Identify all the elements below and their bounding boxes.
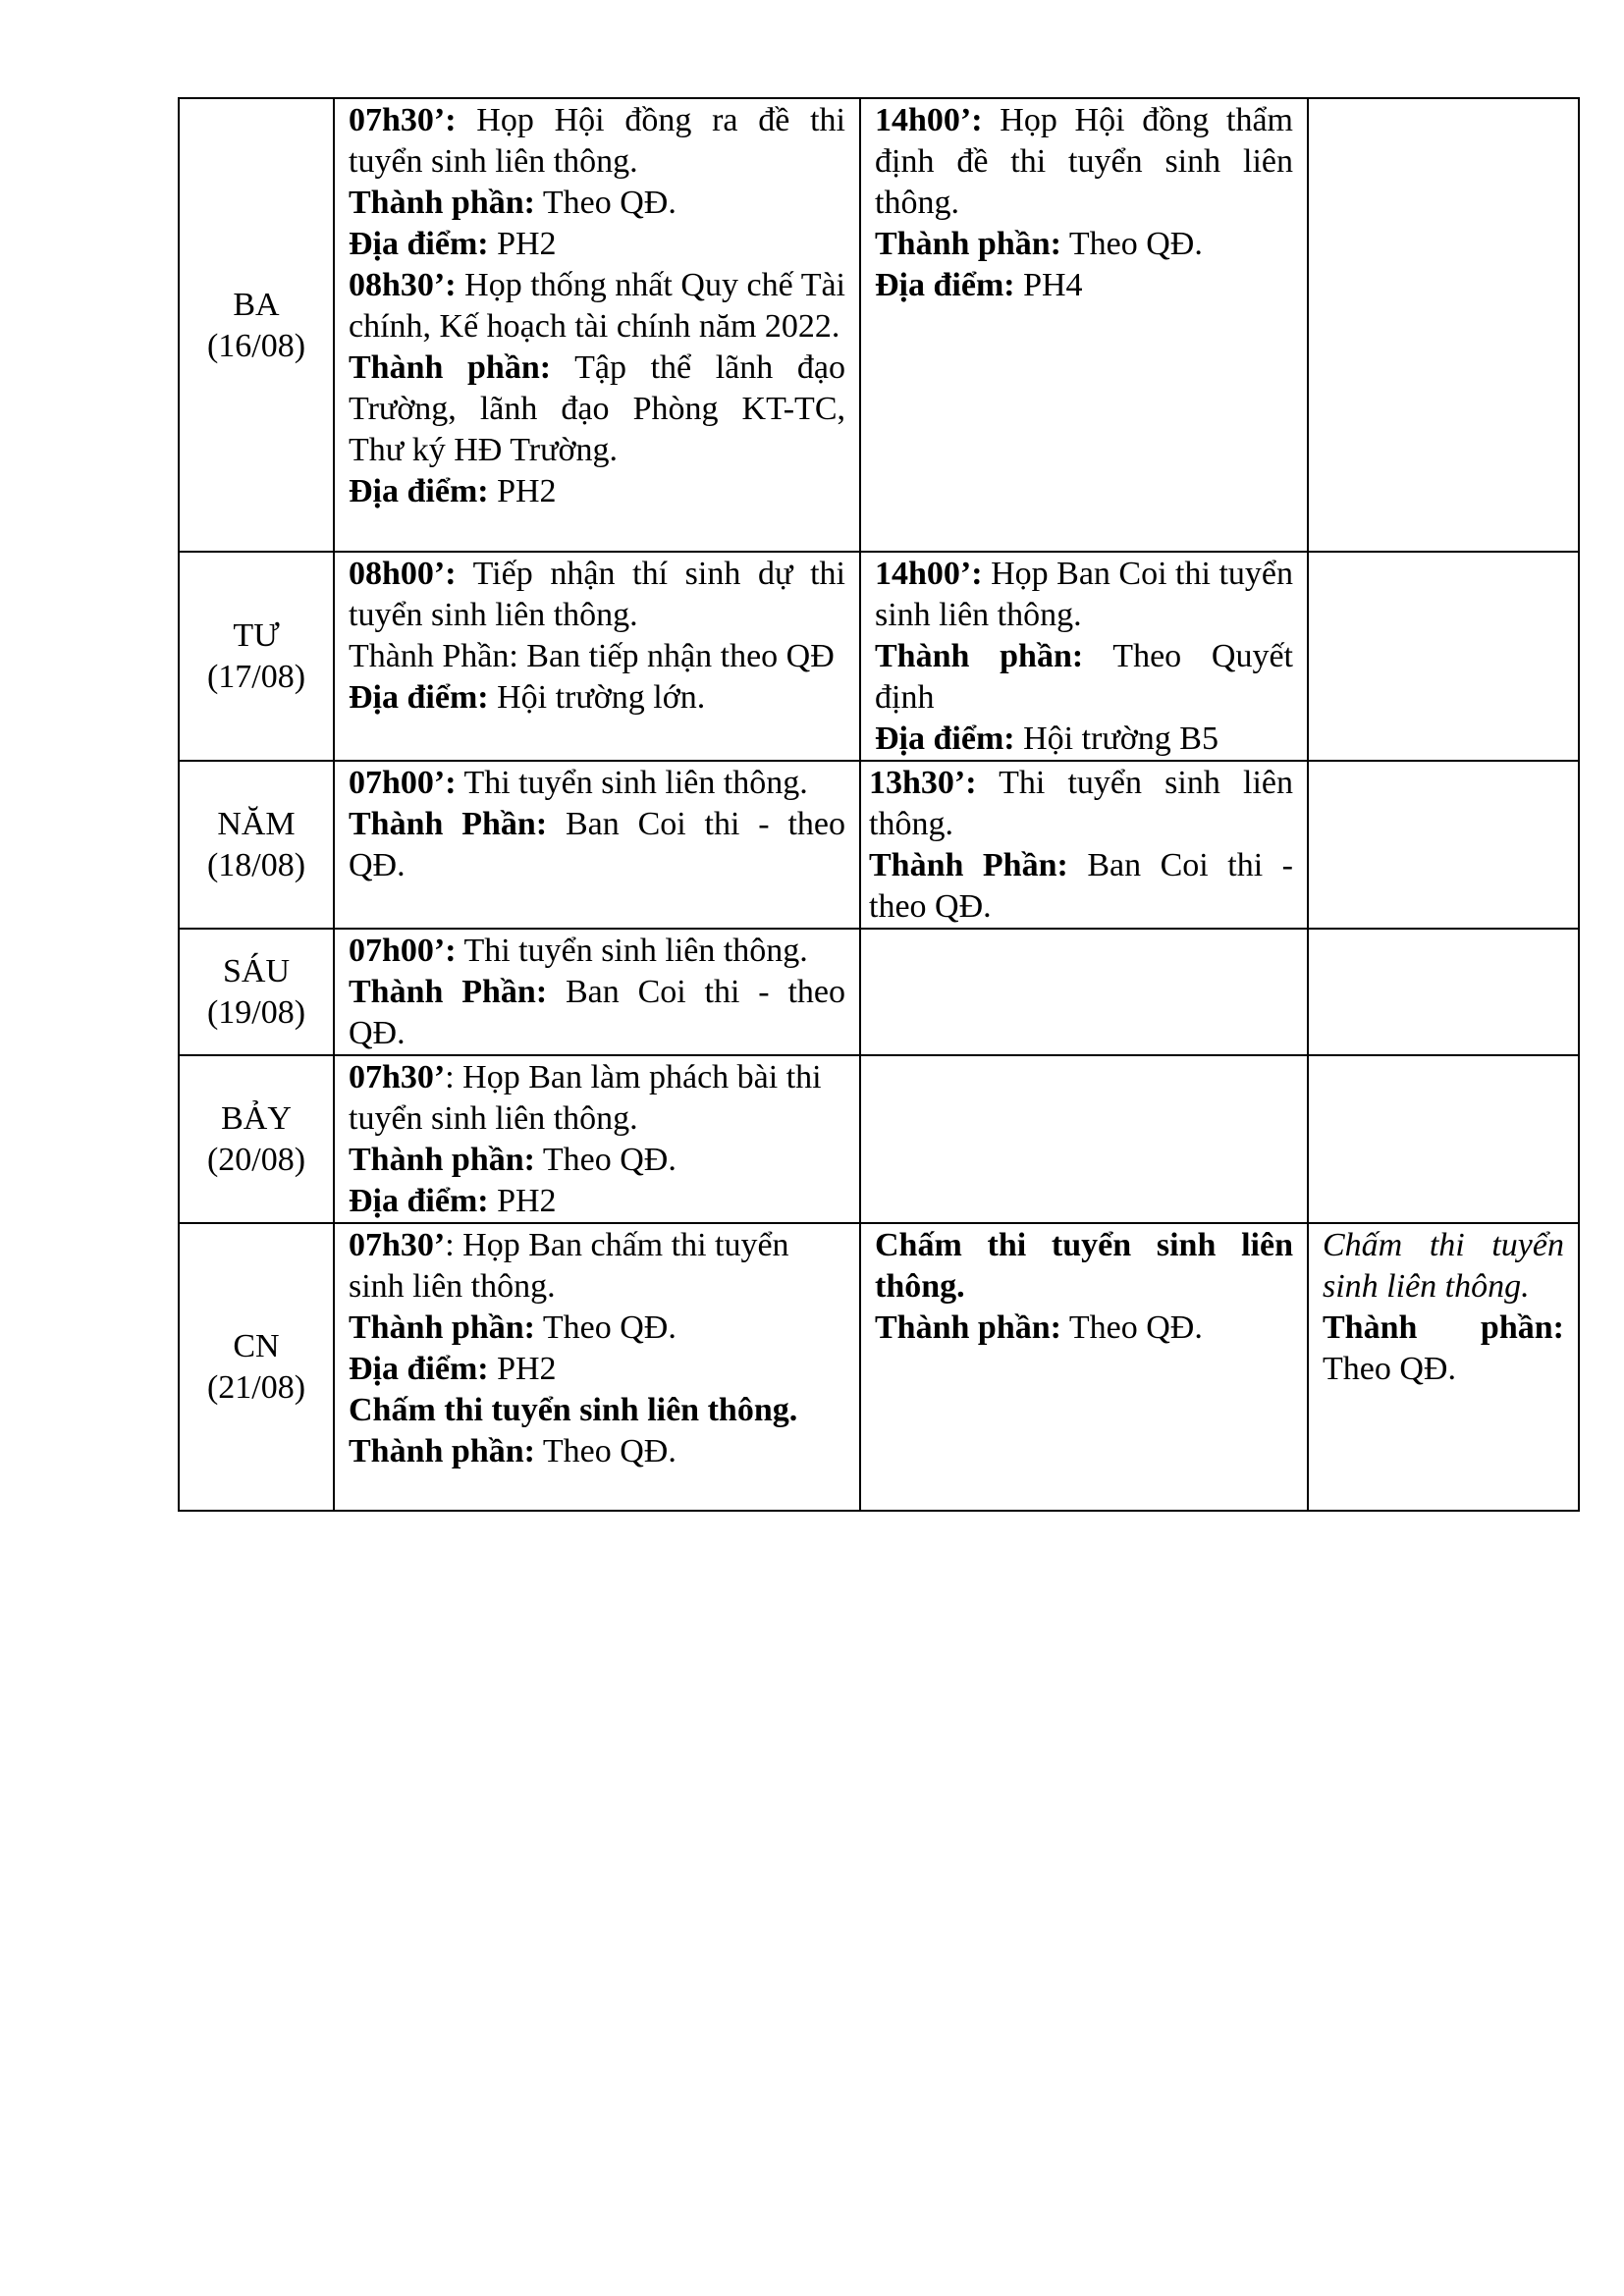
entry-text: PH2 <box>488 1351 557 1387</box>
entry-label: Địa điểm: <box>349 1351 489 1387</box>
afternoon-cell <box>860 761 1308 929</box>
schedule-entry <box>349 804 845 886</box>
schedule-entry <box>349 183 845 224</box>
entry-time: 07h30’: <box>349 102 457 138</box>
entry-italic-text: Chấm thi tuyển sinh liên thông. <box>1323 1227 1564 1305</box>
entry-text: Theo QĐ. <box>534 1433 677 1469</box>
schedule-entry <box>875 265 1293 306</box>
entry-text: Ban Coi thi - theo QĐ. <box>349 974 845 1051</box>
schedule-entry <box>349 554 845 636</box>
entry-label: Thành Phần: <box>349 806 548 842</box>
schedule-entry <box>349 1140 845 1181</box>
day-cell <box>179 761 334 929</box>
afternoon-cell <box>860 1055 1308 1223</box>
schedule-entry <box>349 1225 845 1308</box>
entry-text: Theo QĐ. <box>1323 1351 1456 1387</box>
entry-time: 07h30’ <box>349 1059 446 1095</box>
entry-text: Tập thể lãnh đạo Trường, lãnh đạo Phòng KT-TC, Thư ký HĐ Trường. <box>349 349 845 468</box>
entry-text: PH2 <box>488 1183 557 1219</box>
entry-text: PH2 <box>488 473 557 509</box>
entry-time: 08h30’: <box>349 267 457 303</box>
entry-time: 08h00’: <box>349 556 457 592</box>
entry-text: Theo QĐ. <box>1060 1309 1203 1346</box>
entry-label: Địa điểm: <box>349 1183 489 1219</box>
day-date: (16/08) <box>206 327 306 364</box>
day-date: (18/08) <box>206 847 306 883</box>
schedule-entry <box>349 471 845 512</box>
schedule-entry <box>349 100 845 183</box>
entry-label: Địa điểm: <box>349 679 489 716</box>
entry-text: Họp thống nhất Quy chế Tài chính, Kế hoạch tài chính năm 2022. <box>349 267 845 345</box>
schedule-entry <box>875 554 1293 636</box>
entry-label: Thành phần: <box>875 226 1061 262</box>
morning-cell <box>334 1055 860 1223</box>
schedule-entry <box>869 845 1293 928</box>
entry-time: 07h00’: <box>349 765 457 801</box>
entry-label: Thành phần: <box>875 638 1084 674</box>
schedule-entry <box>349 1390 845 1431</box>
entry-time: 14h00’: <box>875 102 983 138</box>
entry-label: Thành phần: <box>349 349 552 386</box>
schedule-entry <box>869 763 1293 845</box>
entry-text: Thi tuyển sinh liên thông. <box>869 765 1293 842</box>
entry-text: Thi tuyển sinh liên thông. <box>456 933 808 969</box>
schedule-entry <box>349 1057 845 1140</box>
afternoon-cell <box>860 98 1308 552</box>
schedule-entry <box>349 347 845 471</box>
schedule-entry <box>1323 1225 1564 1308</box>
table-row <box>179 761 1579 929</box>
evening-cell <box>1308 929 1579 1055</box>
morning-cell <box>334 552 860 761</box>
evening-cell <box>1308 98 1579 552</box>
entry-text: Họp Hội đồng thẩm định đề thi tuyển sinh liên thông. <box>875 102 1293 221</box>
day-name: SÁU <box>222 953 291 989</box>
entry-text: Theo QĐ. <box>534 185 677 221</box>
entry-label: Địa điểm: <box>875 267 1015 303</box>
entry-text: : Họp Ban làm phách bài thi tuyển sinh liên thông. <box>349 1059 822 1137</box>
entry-text: Theo QĐ. <box>1060 226 1203 262</box>
morning-cell <box>334 98 860 552</box>
entry-text: : Họp Ban chấm thi tuyển sinh liên thông. <box>349 1227 789 1305</box>
entry-label: Địa điểm: <box>349 473 489 509</box>
table-row <box>179 929 1579 1055</box>
entry-label: Địa điểm: <box>875 721 1015 757</box>
entry-text: Hội trường B5 <box>1014 721 1218 757</box>
afternoon-cell <box>860 552 1308 761</box>
evening-cell <box>1308 1223 1579 1511</box>
entry-label: Thành phần: <box>349 1309 535 1346</box>
entry-text: Hội trường lớn. <box>488 679 706 716</box>
evening-cell <box>1308 552 1579 761</box>
entry-time: 14h00’: <box>875 556 983 592</box>
schedule-entry <box>349 1349 845 1390</box>
day-date: (20/08) <box>206 1142 306 1178</box>
schedule-entry <box>349 677 845 719</box>
entry-text: Thi tuyển sinh liên thông. <box>456 765 808 801</box>
entry-label: Địa điểm: <box>349 226 489 262</box>
entry-text: Thành Phần: Ban tiếp nhận theo QĐ <box>349 638 835 674</box>
schedule-entry <box>875 100 1293 224</box>
schedule-entry <box>875 1225 1293 1308</box>
entry-text: Họp Hội đồng ra đề thi tuyển sinh liên thông. <box>349 102 845 180</box>
morning-cell <box>334 761 860 929</box>
entry-label: Thành phần: <box>349 185 535 221</box>
schedule-entry <box>1323 1308 1564 1390</box>
schedule-body <box>179 98 1579 1511</box>
day-name: BẢY <box>221 1100 292 1137</box>
entry-text: PH2 <box>488 226 557 262</box>
schedule-entry <box>349 224 845 265</box>
entry-text: PH4 <box>1014 267 1083 303</box>
morning-cell <box>334 1223 860 1511</box>
day-date: (19/08) <box>206 994 306 1031</box>
schedule-entry <box>349 1308 845 1349</box>
morning-cell <box>334 929 860 1055</box>
table-row <box>179 98 1579 552</box>
schedule-entry <box>349 636 845 677</box>
entry-text: Theo Quyết định <box>875 638 1293 716</box>
day-cell <box>179 552 334 761</box>
afternoon-cell <box>860 929 1308 1055</box>
day-cell <box>179 1223 334 1511</box>
entry-label: Thành phần: <box>1323 1309 1564 1346</box>
entry-text: Ban Coi thi - theo QĐ. <box>349 806 845 883</box>
entry-text: Theo QĐ. <box>534 1142 677 1178</box>
day-date: (17/08) <box>206 659 306 695</box>
schedule-entry <box>349 972 845 1054</box>
entry-time: 07h30’ <box>349 1227 446 1263</box>
day-name: BA <box>233 286 280 323</box>
entry-text: Họp Ban Coi thi tuyển sinh liên thông. <box>875 556 1293 633</box>
entry-label: Thành phần: <box>875 1309 1061 1346</box>
schedule-entry <box>875 719 1293 760</box>
entry-text: Tiếp nhận thí sinh dự thi tuyển sinh liên thông. <box>349 556 845 633</box>
schedule-entry <box>349 1431 845 1472</box>
evening-cell <box>1308 761 1579 929</box>
entry-label: Thành Phần: <box>349 974 548 1010</box>
entry-label: Thành Phần: <box>869 847 1068 883</box>
entry-time: 07h00’: <box>349 933 457 969</box>
entry-label: Thành phần: <box>349 1433 535 1469</box>
schedule-entry <box>875 636 1293 719</box>
weekly-schedule-table <box>178 97 1580 1512</box>
day-date: (21/08) <box>206 1369 306 1406</box>
entry-label: Chấm thi tuyển sinh liên thông. <box>349 1392 798 1428</box>
table-row <box>179 1223 1579 1511</box>
day-name: CN <box>233 1328 280 1364</box>
entry-label: Chấm thi tuyển sinh liên thông. <box>875 1227 1293 1305</box>
afternoon-cell <box>860 1223 1308 1511</box>
schedule-entry <box>875 224 1293 265</box>
day-cell <box>179 1055 334 1223</box>
day-name: TƯ <box>233 617 280 654</box>
schedule-entry <box>875 1308 1293 1349</box>
entry-text: Theo QĐ. <box>534 1309 677 1346</box>
entry-label: Thành phần: <box>349 1142 535 1178</box>
entry-time: 13h30’: <box>869 765 977 801</box>
schedule-entry <box>349 265 845 347</box>
day-cell <box>179 929 334 1055</box>
evening-cell <box>1308 1055 1579 1223</box>
entry-text: Ban Coi thi - theo QĐ. <box>869 847 1293 925</box>
schedule-entry <box>349 931 845 972</box>
table-row <box>179 1055 1579 1223</box>
schedule-entry <box>349 763 845 804</box>
day-cell <box>179 98 334 552</box>
day-name: NĂM <box>217 806 296 842</box>
schedule-entry <box>349 1181 845 1222</box>
table-row <box>179 552 1579 761</box>
